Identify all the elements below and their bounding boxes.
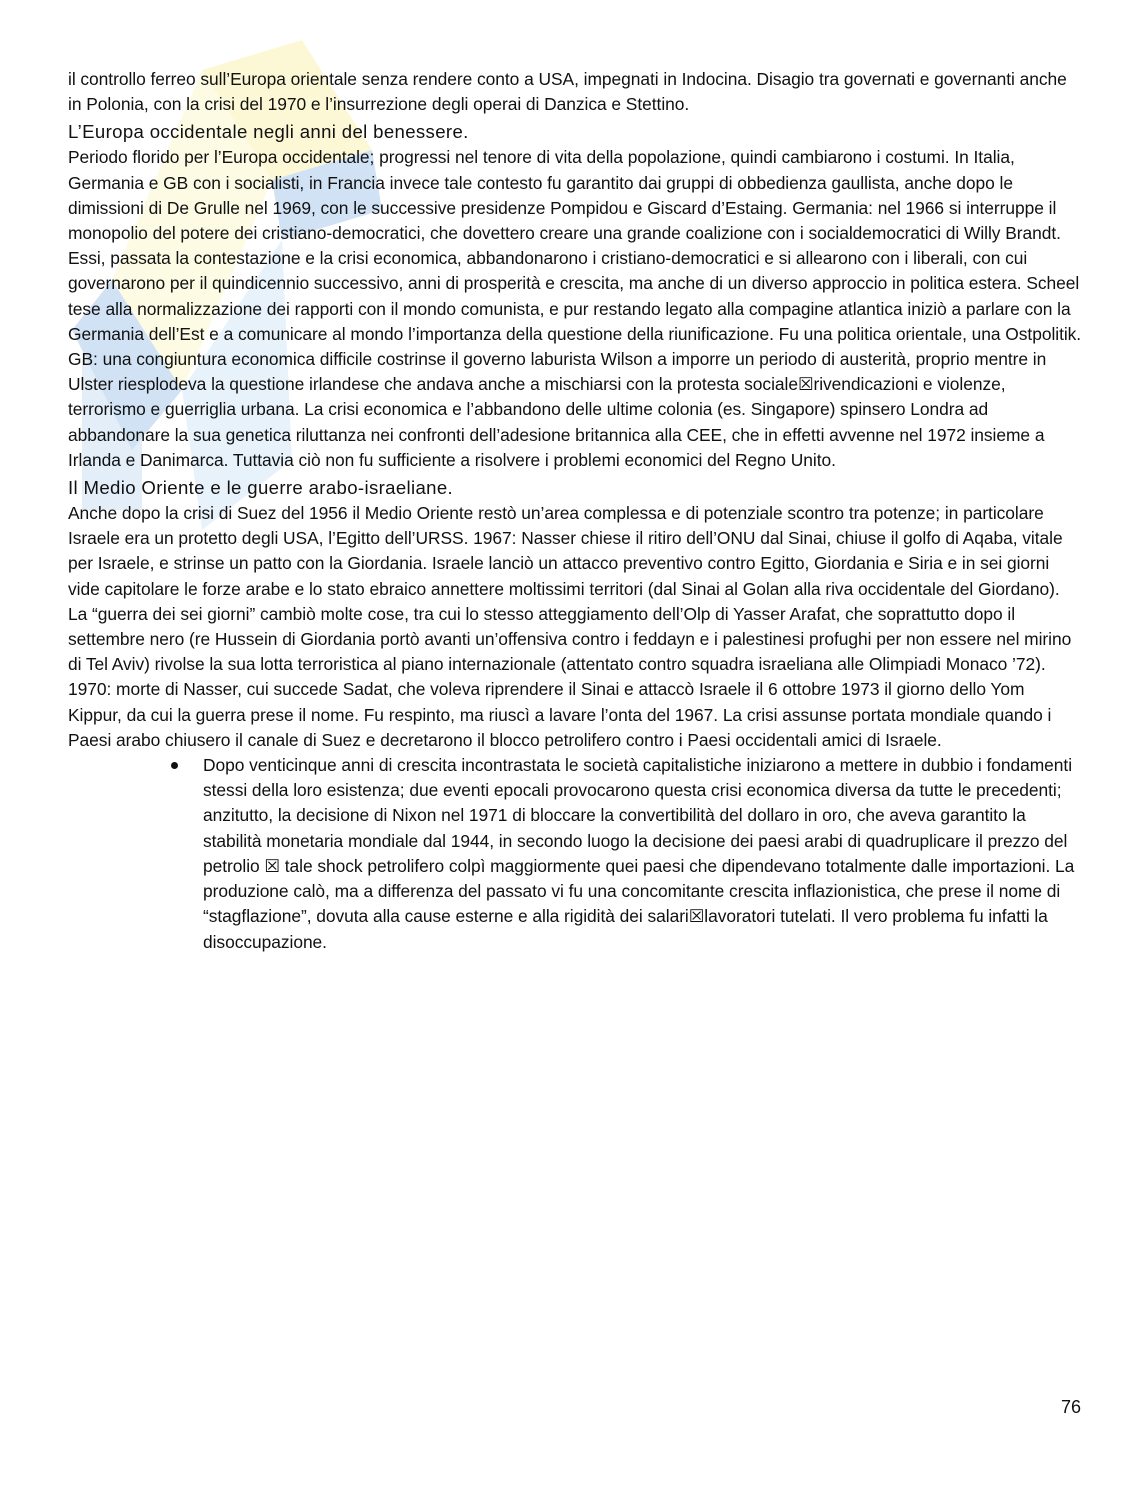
heading-middle-east: Il Medio Oriente e le guerre arabo-israeliane. [68, 477, 454, 499]
page-number: 76 [1060, 1397, 1081, 1417]
heading-western-europe: L’Europa occidentale negli anni del benessere. [68, 121, 469, 143]
paragraph-eastern-europe: il controllo ferreo sull’Europa orientale senza rendere conto a USA, impegnati in Indocina. Disagio tra governati e governanti anche in Polonia, con la crisi del 1970 e l’insurrezione degli operai di Danzica e Stettino. [68, 69, 1067, 115]
paragraph-western-europe: Periodo florido per l’Europa occidentale; progressi nel tenore di vita della popolazione, quindi cambiarono i costumi. In Italia, Germania e GB con i socialisti, in Francia invece tale contesto fu garantito dai gruppi di obbedienza gaullista, anche dopo le dimissioni di De Grulle nel 1969, con le successive presidenze Pompidou e Giscard d’Estaing. Germania: nel 1966 si interruppe il monopolio del potere dei cristiano-democratici, che dovettero creare una grande coalizione con i socialdemocratici di Willy Brandt. Essi, passata la contestazione e la crisi economica, abbandonarono i cristiano-democratici e si allearono con i liberali, con cui governarono per il quindicennio successivo, anni di prosperità e crescita, ma anche di un diverso approccio in politica estera. Scheel tese alla normalizzazione dei rapporti con il mondo comunista, e pur restando legato alla compagine atlantica iniziò a parlare con la Germania dell’Est e a comunicare al mondo l’importanza della questione della riunificazione. Fu una politica orientale, una Ostpolitik. GB: una congiuntura economica difficile costrinse il governo laburista Wilson a imporre un periodo di austerità, proprio mentre in Ulster riesplodeva la questione irlandese che andava anche a mischiarsi con la protesta sociale☒rivendicazioni e violenze, terrorismo e guerriglia urbana. La crisi economica e l’abbandono delle ultime colonia (es. Singapore) spinsero Londra ad abbandonare la sua genetica riluttanza nei confronti dell’adesione britannica alla CEE, che in effetti avvenne nel 1972 insieme a Irlanda e Danimarca. Tuttavia ciò non fu sufficiente a risolvere i problemi economici del Regno Unito. [68, 147, 1082, 470]
bullet-icon [171, 762, 178, 769]
bullet-text-oil-crisis: Dopo venticinque anni di crescita incontrastata le società capitalistiche iniziarono a mettere in dubbio i fondamenti stessi della loro esistenza; due eventi epocali provocarono questa crisi economica diversa da tutte le precedenti; anzitutto, la decisione di Nixon nel 1971 di bloccare la convertibilità del dollaro in oro, che aveva garantito la stabilità monetaria mondiale dal 1944, in secondo luogo la decisione dei paesi arabi di quadruplicare il prezzo del petrolio ☒ tale shock petrolifero colpì maggiormente quei paesi che dipendevano totalmente dalle importazioni. La produzione calò, ma a differenza del passato vi fu una concomitante crescita inflazionistica, che prese il nome di “stagflazione”, dovuta alla cause esterne e alla rigidità dei salari☒lavoratori tutelati. Il vero problema fu infatti la disoccupazione. [203, 755, 1075, 952]
list-item [203, 753, 1082, 955]
bullet-list [68, 753, 1082, 955]
document-page [68, 67, 1082, 955]
paragraph-middle-east: Anche dopo la crisi di Suez del 1956 il Medio Oriente restò un’area complessa e di potenziale scontro tra potenze; in particolare Israele era un protetto degli USA, l’Egitto dell’URSS. 1967: Nasser chiese il ritiro dell’ONU dal Sinai, chiuse il golfo di Aqaba, vitale per Israele, e strinse un patto con la Giordania. Israele lanciò un attacco preventivo contro Egitto, Giordania e Siria e in sei giorni vide capitolare le forze arabe e lo stato ebraico annettere moltissimi territori (dal Sinai al Golan alla riva occidentale del Giordano). La “guerra dei sei giorni” cambiò molte cose, tra cui lo stesso atteggiamento dell’Olp di Yasser Arafat, che soprattutto dopo il settembre nero (re Hussein di Giordania portò avanti un’offensiva contro i feddayn e i palestinesi profughi per non essere nel mirino di Tel Aviv) rivolse la sua lotta terroristica al piano internazionale (attentato contro squadra israeliana alle Olimpiadi Monaco ’72). 1970: morte di Nasser, cui succede Sadat, che voleva riprendere il Sinai e attaccò Israele il 6 ottobre 1973 il giorno dello Yom Kippur, da cui la guerra prese il nome. Fu respinto, ma riuscì a lavare l’onta del 1967. La crisi assunse portata mondiale quando i Paesi arabo chiusero il canale di Suez e decretarono il blocco petrolifero contro i Paesi occidentali amici di Israele. [68, 503, 1072, 750]
